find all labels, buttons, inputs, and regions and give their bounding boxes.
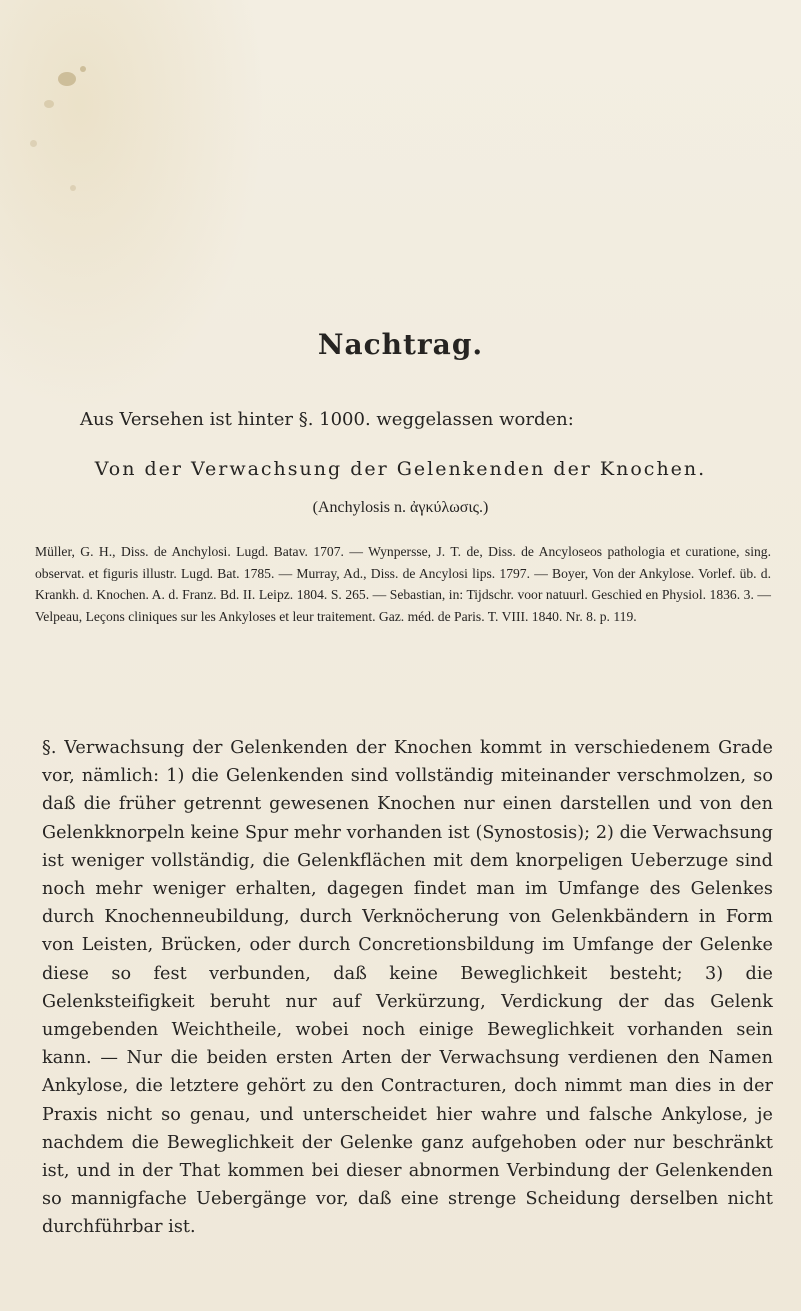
paper-stain bbox=[44, 100, 54, 108]
section-subtitle: Von der Verwachsung der Gelenkenden der Knochen. bbox=[94, 458, 707, 480]
paper-stain bbox=[58, 72, 76, 86]
latin-title: (Anchylosis n. ἀγκύλωσις.) bbox=[312, 499, 489, 516]
paper-stain bbox=[70, 185, 76, 191]
paper-stain bbox=[30, 140, 37, 147]
paper-stain bbox=[80, 66, 86, 72]
references-paragraph: Müller, G. H., Diss. de Anchylosi. Lugd. Batav. 1707. — Wynpersse, J. T. de, Diss. de Ancyloseos pathologia et curatione, sing. observat. et figuris illustr. Lugd. Bat. 1785. — Murray, Ad., Diss. de Ancylosi lips. 1797. — Boyer, Von der Ankylose. Vorlef. üb. d. Krankh. d. Knochen. A. d. Franz. Bd. II. Leipz. 1804. S. 265. — Sebastian, in: Tijdschr. voor natuurl. Geschied en Physiol. 1836. 3. — Velpeau, Leçons cliniques sur les Ankyloses et leur traitement. Gaz. méd. de Paris. T. VIII. 1840. Nr. 8. p. 119. bbox=[35, 544, 771, 624]
intro-line: Aus Versehen ist hinter §. 1000. weggelassen worden: bbox=[80, 409, 574, 430]
body-paragraph: §. Verwachsung der Gelenkenden der Knochen kommt in verschiedenem Grade vor, nämlich: 1) die Gelenkenden sind vollständig miteinander verschmolzen, so daß die früher getrennt gewesenen Knochen nur einen darstellen und von den Gelenkknorpeln keine Spur mehr vorhanden ist (Synostosis); 2) die Verwachsung ist weniger vollständig, die Gelenkflächen mit dem knorpeligen Ueberzuge sind noch mehr weniger erhalten, dagegen findet man im Umfange des Gelenkes durch Knochenneubildung, durch Verknöcherung von Gelenkbändern in Form von Leisten, Brücken, oder durch Concretionsbildung im Umfange der Gelenke diese so fest verbunden, daß keine Beweglichkeit besteht; 3) die Gelenksteifigkeit beruht nur auf Verkürzung, Verdickung der das Gelenk umgebenden Weichtheile, wobei noch einige Beweglichkeit vorhanden sein kann. — Nur die beiden ersten Arten der Verwachsung verdienen den Namen Ankylose, die letztere gehört zu den Contracturen, doch nimmt man dies in der Praxis nicht so genau, und unterscheidet hier wahre und falsche Ankylose, je nachdem die Beweglichkeit der Gelenke ganz aufgehoben oder nur beschränkt ist, und in der That kommen bei dieser abnormen Verbindung der Gelenkenden so mannigfache Uebergänge vor, daß eine strenge Scheidung derselben nicht durchführbar ist. bbox=[42, 738, 773, 1238]
page-heading: Nachtrag. bbox=[317, 328, 484, 361]
